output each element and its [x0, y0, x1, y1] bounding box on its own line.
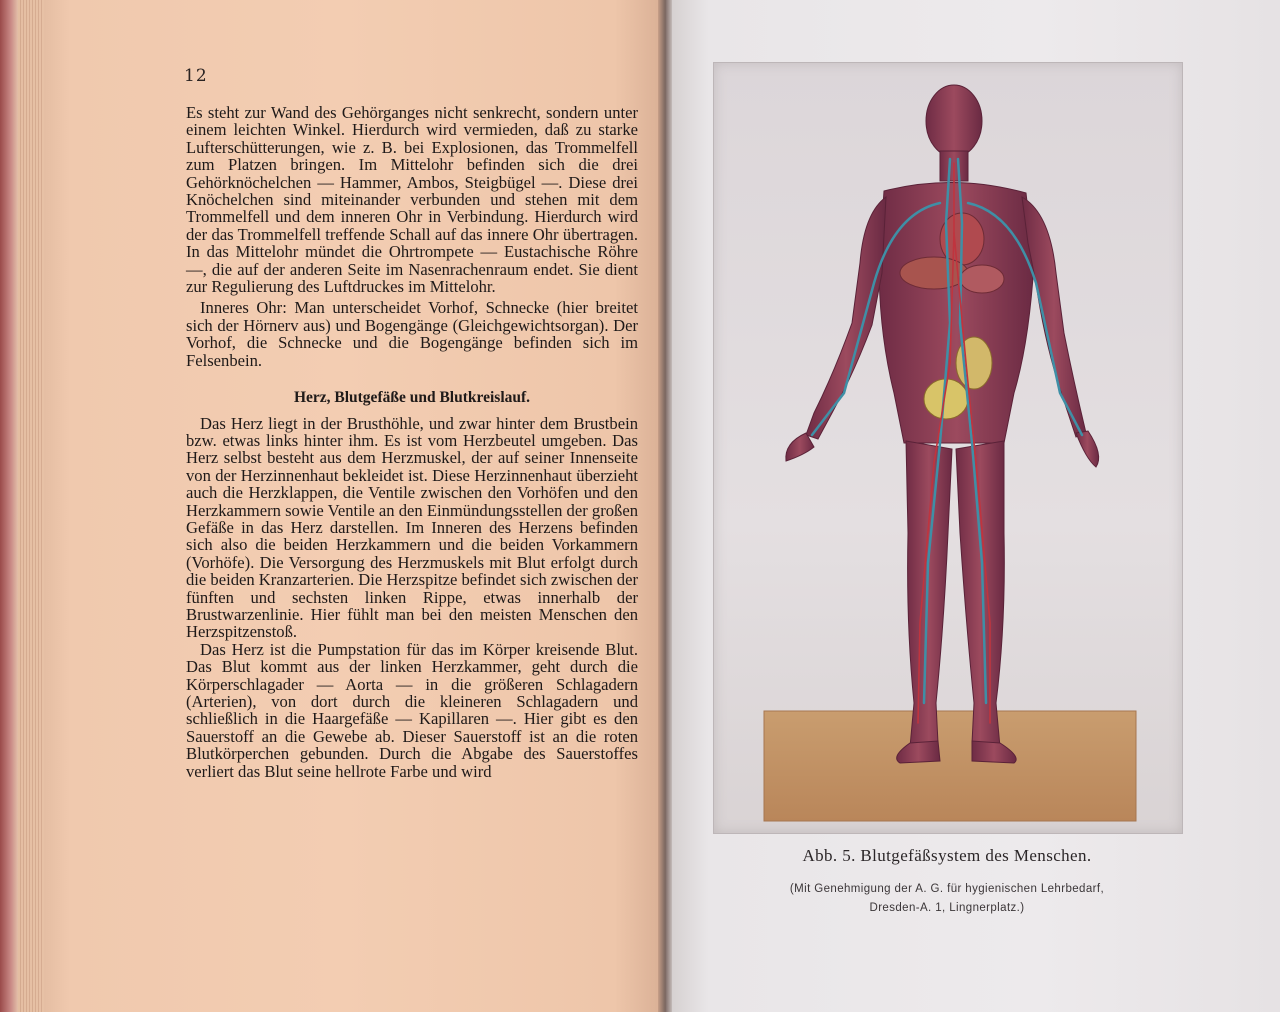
- ground-plate: [764, 711, 1136, 821]
- credit-line: Dresden-A. 1, Lingnerplatz.): [869, 902, 1025, 914]
- credit-line: (Mit Genehmigung der A. G. für hygienischen Lehrbedarf,: [789, 883, 1105, 895]
- circulatory-system-figure: [714, 63, 1182, 833]
- paragraph: Inneres Ohr: Man unterscheidet Vorhof, Schnecke (hier breitet sich der Hörnerv aus) und Bogengänge (Gleichgewichtsorgan). Der Vorhof, die Schnecke und die Bogengänge befinden sich im Felsenbein.: [186, 298, 638, 370]
- page-number: 12: [184, 66, 208, 86]
- page-stack-edge: [18, 0, 44, 1012]
- text-column: [186, 104, 638, 780]
- book-cover-edge: [0, 0, 18, 1012]
- paragraph: Das Herz ist die Pumpstation für das im Körper kreisende Blut. Das Blut kommt aus der linken Herzkammer, geht durch die Körperschlagader — Aorta — in die größeren Schlagadern (Arterien), von dort durch die kleineren Schlagadern und schließlich in die Haargefäße — Kapillaren —. Hier gibt es den Sauerstoff an die Gewebe ab. Dieser Sauerstoff ist an die roten Blutkörperchen gebunden. Durch die Abgabe des Sauerstoffes verliert das Blut seine hellrote Farbe und wird: [186, 639, 638, 781]
- anatomical-illustration: [713, 62, 1183, 834]
- paragraph: Es steht zur Wand des Gehörganges nicht senkrecht, sondern unter einem leichten Winkel. Hierdurch wird vermieden, daß zu starke Lufterschütterungen, wie z. B. bei Explosionen, das Trommelfell zum Platzen bringen. Im Mittelohr befinden sich die drei Gehörknöchelchen — Hammer, Ambos, Steigbügel —. Diese drei Knöchelchen sind miteinander verbunden und stehen mit dem Trommelfell und dem inneren Ohr in Verbindung. Hierdurch wird der das Trommelfell treffende Schall auf das innere Ohr übertragen. In das Mittelohr mündet die Ohrtrompete — Eustachische Röhre —, die auf der anderen Seite im Nasenrachenraum endet. Sie dient zur Regulierung des Luftdruckes im Mittelohr.: [186, 103, 638, 297]
- section-heading: Herz, Blutgefäße und Blutkreislauf.: [293, 389, 531, 407]
- paragraph: Das Herz liegt in der Brusthöhle, und zwar hinter dem Brustbein bzw. etwas links hinter ihm. Es ist vom Herzbeutel umgeben. Das Herz selbst besteht aus dem Herzmuskel, der auf seiner Innenseite von der Herzinnenhaut bekleidet ist. Diese Herzinnenhaut überzieht auch die Herzklappen, die Ventile zwischen den Vorhöfen und den Herzkammern sowie Ventile an den Einmündungsstellen der großen Gefäße in das Herz darstellen. Im Inneren des Herzens befinden sich also die beiden Herzkammern und die beiden Vorkammern (Vorhöfe). Die Versorgung des Herzmuskels mit Blut erfolgt durch die beiden Kranzarterien. Die Herzspitze befindet sich zwischen der fünften und sechsten linken Rippe, etwas innerhalb der Brustwarzenlinie. Hier fühlt man bei den meisten Menschen den Herzspitzenstoß.: [186, 413, 638, 642]
- stomach: [960, 265, 1004, 293]
- figure-credit: [713, 880, 1181, 918]
- figure-caption: Abb. 5. Blutgefäßsystem des Menschen.: [802, 846, 1092, 865]
